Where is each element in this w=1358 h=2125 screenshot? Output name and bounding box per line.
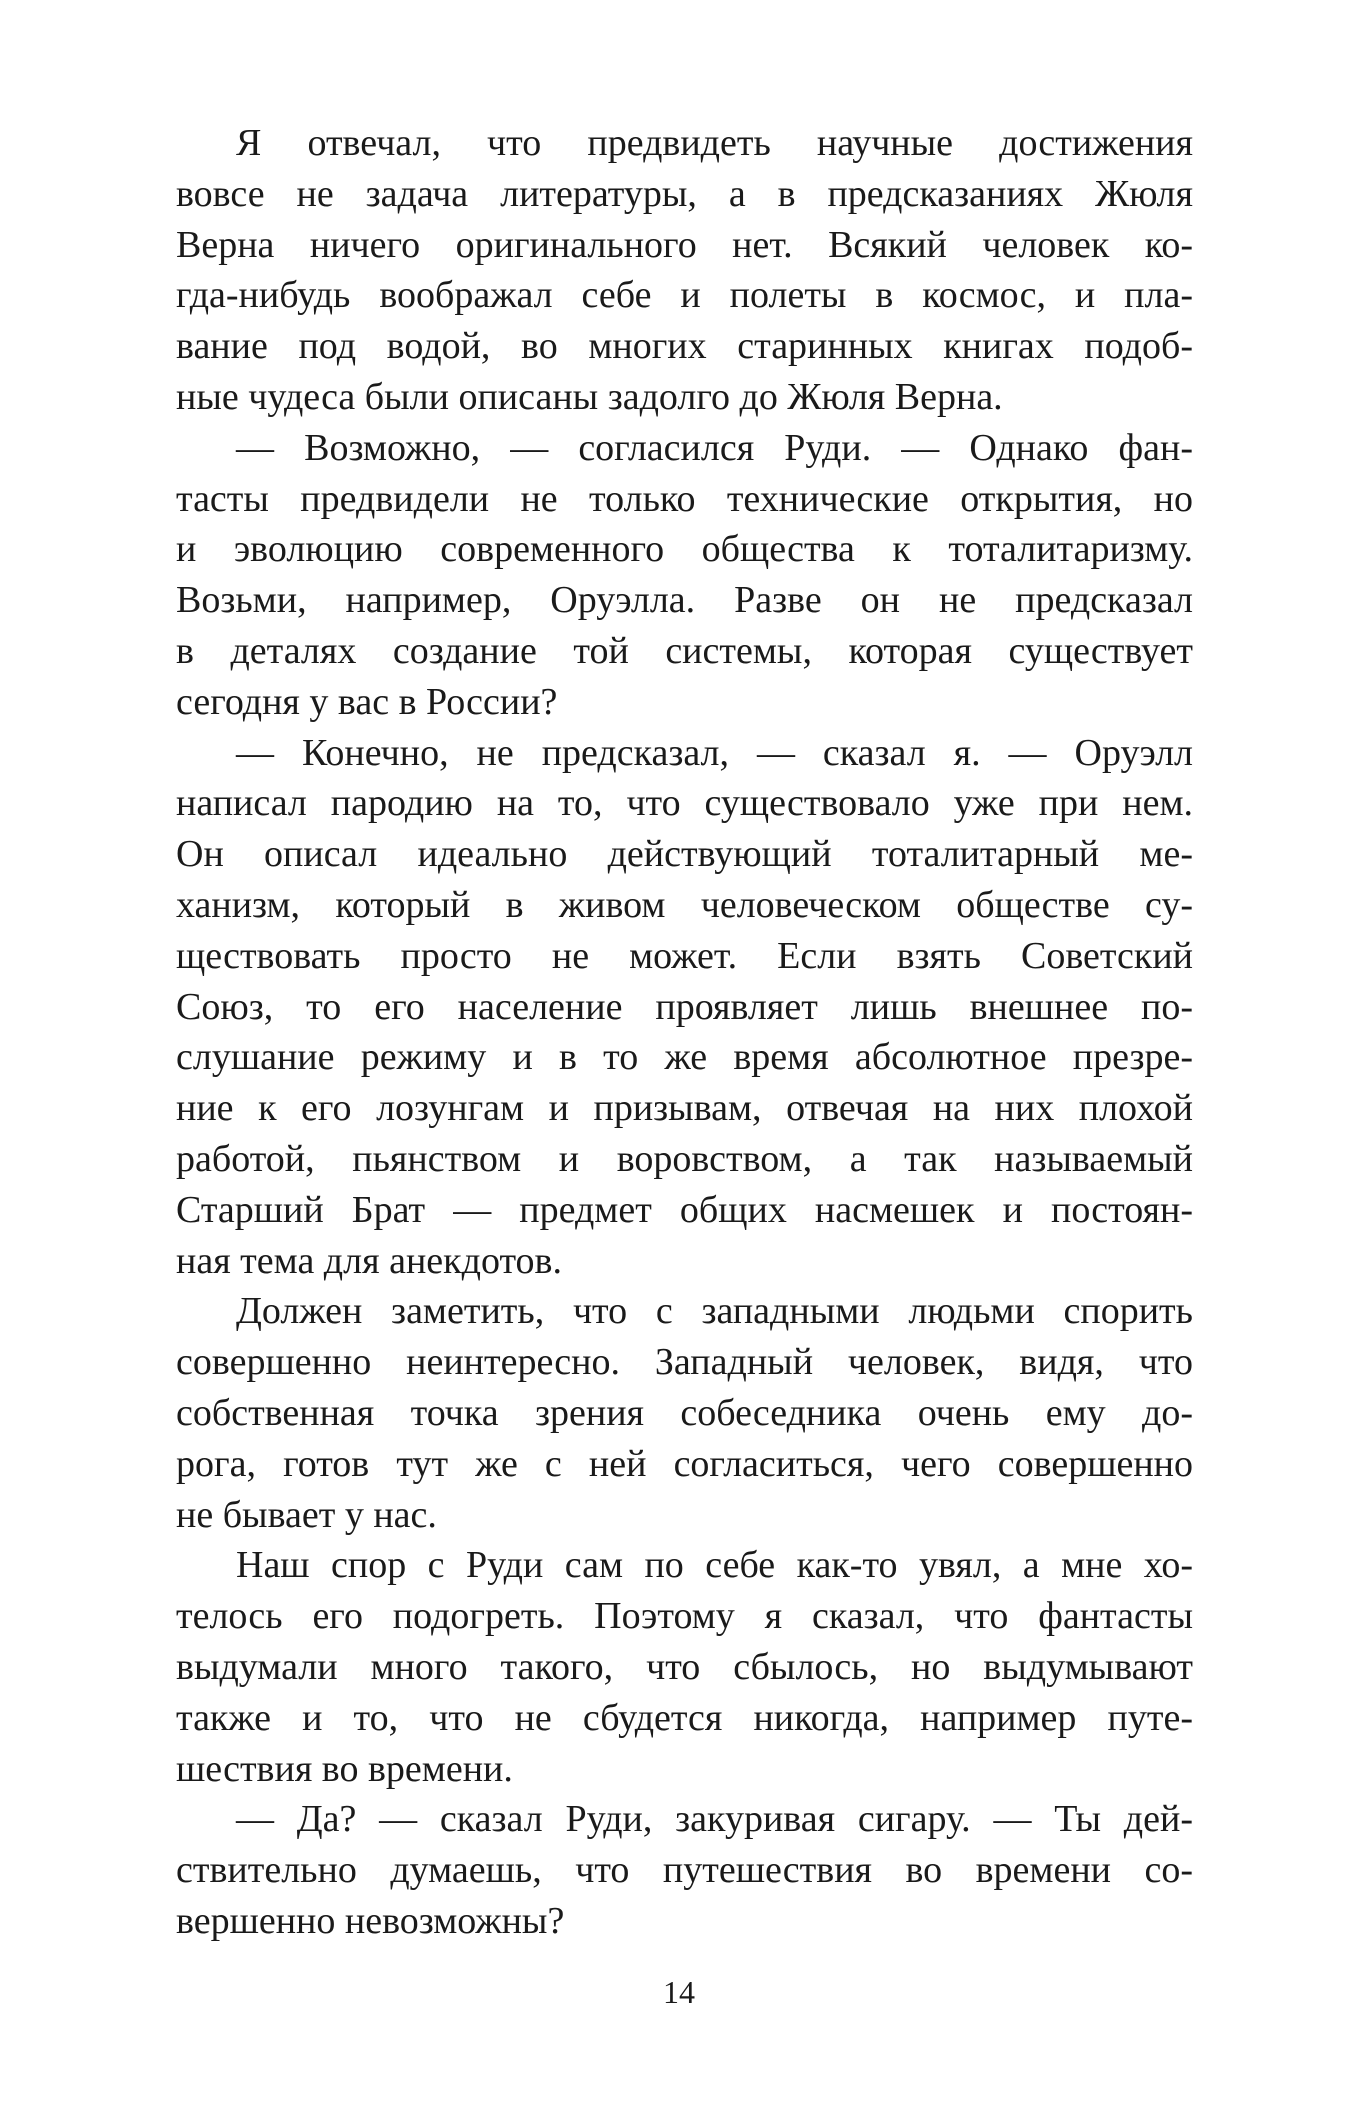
text-line: шествия во времени.: [176, 1747, 513, 1790]
text-line: в деталях создание той системы, которая существует: [176, 629, 1193, 672]
text-line: не бывает у нас.: [176, 1493, 437, 1536]
text-line: ствительно думаешь, что путешествия во времени со-: [176, 1849, 1193, 1892]
text-line: Он описал идеально действующий тоталитарный ме-: [176, 833, 1193, 876]
text-line: ществовать просто не может. Если взять Советский: [176, 934, 1193, 977]
text-line: написал пародию на то, что существовало уже при нем.: [176, 782, 1193, 825]
text-line: сегодня у вас в России?: [176, 680, 558, 723]
text-line: также и то, что не сбудется никогда, например путе-: [176, 1696, 1193, 1739]
text-line: Наш спор с Руди сам по себе как-то увял, а мне хо-: [236, 1544, 1193, 1587]
text-line: Должен заметить, что с западными людьми спорить: [236, 1290, 1193, 1333]
text-line: вершенно невозможны?: [176, 1899, 565, 1942]
text-line: гда-нибудь воображал себе и полеты в космос, и пла-: [176, 274, 1193, 317]
text-line: ные чудеса были описаны задолго до Жюля Верна.: [176, 375, 1003, 418]
text-line: Союз, то его население проявляет лишь внешнее по-: [176, 985, 1193, 1028]
text-line: ная тема для анекдотов.: [176, 1239, 562, 1282]
body-text: [176, 118, 1193, 1947]
text-line: выдумали много такого, что сбылось, но выдумывают: [176, 1645, 1193, 1688]
text-line: ние к его лозунгам и призывам, отвечая на них плохой: [176, 1087, 1193, 1130]
text-line: — Да? — сказал Руди, закуривая сигару. — Ты дей-: [236, 1798, 1193, 1841]
text-line: — Конечно, не предсказал, — сказал я. — Оруэлл: [236, 731, 1193, 774]
text-line: телось его подогреть. Поэтому я сказал, что фантасты: [176, 1595, 1193, 1638]
text-line: собственная точка зрения собеседника очень ему до-: [176, 1391, 1193, 1434]
page-number: 14: [663, 1974, 695, 2010]
text-line: Старший Брат — предмет общих насмешек и постоян-: [176, 1188, 1193, 1231]
text-line: Верна ничего оригинального нет. Всякий человек ко-: [176, 223, 1193, 266]
text-line: Я отвечал, что предвидеть научные достижения: [236, 122, 1193, 164]
text-line: ханизм, который в живом человеческом обществе су-: [176, 883, 1193, 926]
text-line: тасты предвидели не только технические открытия, но: [176, 477, 1193, 520]
text-line: и эволюцию современного общества к тоталитаризму.: [176, 528, 1193, 571]
text-line: Возьми, например, Оруэлла. Разве он не предсказал: [176, 579, 1193, 622]
text-line: вовсе не задача литературы, а в предсказаниях Жюля: [176, 172, 1193, 215]
text-line: слушание режиму и в то же время абсолютное презре-: [176, 1036, 1193, 1079]
text-line: вание под водой, во многих старинных книгах подоб-: [176, 325, 1193, 368]
text-line: совершенно неинтересно. Западный человек, видя, что: [176, 1341, 1193, 1384]
text-line: работой, пьянством и воровством, а так называемый: [176, 1137, 1193, 1180]
text-line: рога, готов тут же с ней согласиться, чего совершенно: [176, 1442, 1193, 1485]
text-line: — Возможно, — согласился Руди. — Однако фан-: [236, 426, 1193, 469]
